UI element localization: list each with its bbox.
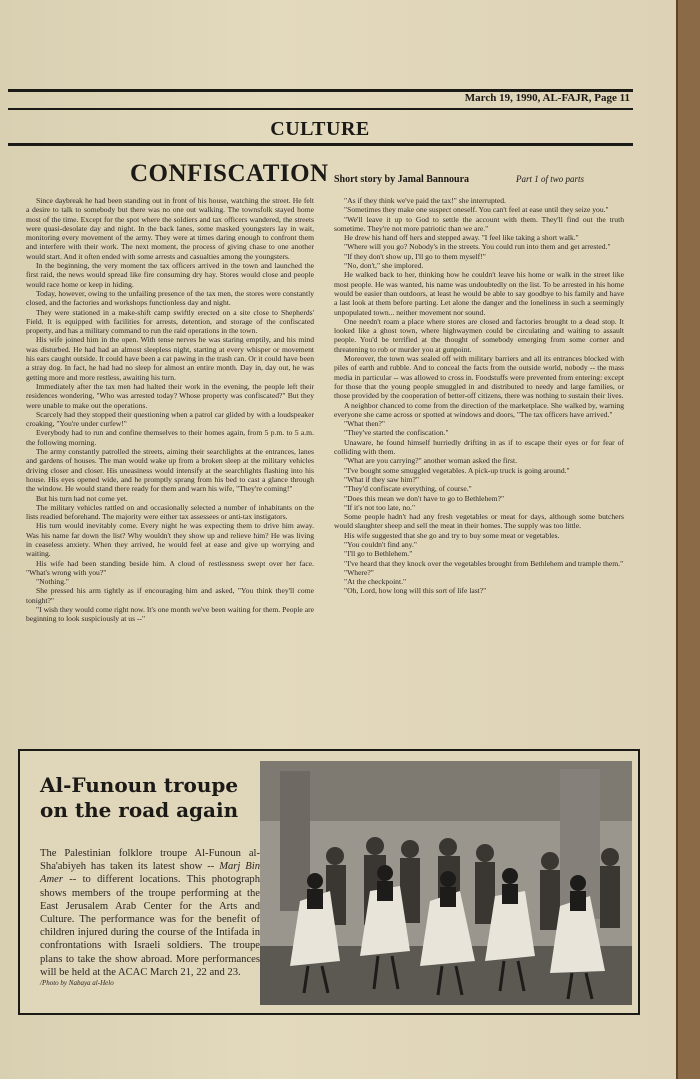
story-paragraph: "Does this mean we don't have to go to Bethlehem?" <box>344 493 505 503</box>
story-paragraph: His turn would inevitably come. Every night he was expecting them to drive him away. Was his name far down the list? Why wouldn't they show up and relieve him? He was living in ceaseless anxiety. When they arrived, he would feel at ease and give up worrying and waiting. <box>26 521 314 559</box>
story-paragraph: Scarcely had they stopped their questioning when a patrol car glided by with a loudspeaker croaking, "You're under curfew!" <box>26 409 314 429</box>
story-paragraph: "If they don't show up, I'll go to them myself!" <box>344 251 486 261</box>
story-column-right <box>334 196 624 596</box>
story-paragraph: She pressed his arm tightly as if encouraging him and asked, "You think they'll come tonight?" <box>26 586 314 605</box>
story-paragraph: He drew his hand off hers and stepped away. "I feel like taking a short walk." <box>344 233 579 243</box>
story-paragraph: The army constantly patrolled the streets, aiming their searchlights at the entrances, lanes and gardens of houses. The man would wake up from a broken sleep at the military vehicles driving closer and closer. His uneasiness would intensify at the searchlights flashing into his house. His eyes opened wide, and he promptly sprang from his bed to cast a glance through the window. He would stand there ready for them and warn his wife, "They're coming!" <box>26 447 314 494</box>
story-paragraph: "They've started the confiscation." <box>344 428 449 438</box>
story-paragraph: Today, however, owing to the unfailing presence of the tax men, the stores were constantly closed, and the factories and workshops functionless day and night. <box>26 288 314 308</box>
story-paragraph: "I've bought some smuggled vegetables. A pick-up truck is going around." <box>344 465 570 475</box>
story-paragraph: "We'll leave it up to God to settle the account with them. They'll find out the truth sometime. They're not more patriotic than we are." <box>334 214 624 233</box>
photo-credit-prefix: /Photo by <box>40 979 68 987</box>
story-paragraph: Immediately after the tax men had halted their work in the evening, the people left their residences wondering, "Who was arrested today? Whose property was confiscated?" But they were unable to make out the operations. <box>26 381 314 410</box>
story-paragraph: A neighbor chanced to come from the direction of the marketplace. She walked by, warning everyone she came across or spotted at windows and doors, "The tax officers have arrived." <box>334 400 624 419</box>
story-paragraph: "What if they saw him?" <box>344 474 419 484</box>
story-paragraph: "What are you carrying?" another woman asked the first. <box>344 456 517 466</box>
feature-title: Al-Funoun troupe on the road again <box>40 773 239 822</box>
story-paragraph: His wife suggested that she go and try to buy some meat or vegetables. <box>344 530 560 540</box>
feature-show-name: Marj Bin Amer <box>40 861 260 886</box>
feature-box <box>18 749 640 1015</box>
story-paragraph: "As if they think we've paid the tax!" she interrupted. <box>344 196 506 205</box>
story-paragraph: His wife had been standing beside him. A cloud of restlessness swept over her face. "What's wrong with you?" <box>26 558 314 577</box>
photo-credit <box>40 979 260 987</box>
story-paragraph: Unaware, he found himself hurriedly drifting in as if to escape their eyes or for fear of colliding with them. <box>334 437 624 457</box>
story-paragraph: "Oh, Lord, how long will this sort of life last?" <box>344 586 487 596</box>
story-paragraph: The military vehicles rattled on and occasionally selected a number of inhabitants on the lists readied beforehand. The majority were either tax assessees or anti-tax instigators. <box>26 502 314 522</box>
feature-caption-before: The Palestinian folklore troupe Al-Funoun al-Sha'abiyeh has taken its latest show -- <box>40 848 260 873</box>
header-rule-bottom <box>8 108 633 110</box>
story-paragraph: His wife joined him in the open. With tense nerves he was staring emptily, and his mind was disturbed. He had had an almost sleepless night, starting at every whisper or movement his ears caught outside. It could have been a cat pawing in the trash can. Or it could have been a stray dog. In fact, he had had no sleep for almost an entire month. Day in, day out, he was getting more and more restless, awaiting his turn. <box>26 335 314 382</box>
story-paragraph: Everybody had to run and confine themselves to their homes again, from 5 p.m. to 5 a.m. the following morning. <box>26 428 314 447</box>
story-paragraph: "Nothing." <box>36 577 69 587</box>
feature-caption-after: -- to different locations. This photograph shows members of the troupe performing at the East Jerusalem Arab Center for the Arts and Culture. The performance was for the benefit of children injured during the course of the Intifada in confrontations with Israeli soldiers. The troupe plans to take the show abroad. More performances will be held at the ACAC March 21, 22 and 23. <box>40 874 260 978</box>
section-title: CULTURE <box>270 118 370 140</box>
story-paragraph: "I've heard that they knock over the vegetables brought from Bethlehem and trample them." <box>344 558 624 568</box>
photographer-name: Nabaya al-Helo <box>68 979 114 987</box>
troupe-photo <box>260 761 632 1005</box>
story-paragraph: But his turn had not come yet. <box>36 493 128 503</box>
story-headline: CONFISCATION <box>130 160 329 187</box>
troupe-photo-image <box>260 761 632 1005</box>
story-paragraph: "At the checkpoint." <box>344 577 407 587</box>
story-paragraph: Since daybreak he had been standing out in front of his house, watching the street. He felt a desire to talk to somebody but there was no one out walking. The townsfolk stayed home most of the time. Except for the spot where the soldiers and tax officers wandered, the streets were quasi-desolate day and night. In the back lanes, some masked youngsters lay in wait, monitoring every movement of the army. They were at times daring enough to confront them and interfere with their work. The next moment, the process of giving chase to one another would start. And it often ended with some arrests and casualties among the youngsters. <box>26 196 314 261</box>
story-part-note: Part 1 of two parts <box>516 174 585 184</box>
story-paragraph: "Where?" <box>344 567 374 577</box>
story-paragraph: Some people hadn't had any fresh vegetables or meat for days, although some butchers would slaughter sheep and sell the meat in their homes. The supply was too little. <box>334 512 624 531</box>
story-paragraph: "I wish they would come right now. It's one month we've been waiting for them. People are beginning to look suspiciously at us --" <box>26 605 314 624</box>
story-paragraph: He walked back to her, thinking how he couldn't leave his home or walk in the street like most people. He was wanted, his name was undoubtedly on the list. To be arrested in his home would be easier than outdoors, at least he would be able to say goodbye to his family and have a last look at them before parting. Let alone the danger and the loneliness in such a seemingly unpopulated town... neither movement nor sound. <box>334 270 624 317</box>
story-paragraph: One needn't roam a place where stores are closed and factories brought to a dead stop. It looked like a ghost town, where highwaymen could be circulating and waiting to assault people. You'd be terrified at the thought of somebody emerging from some corner and threatening to rob or murder you at gunpoint. <box>334 316 624 354</box>
story-paragraph: "If it's not too late, no." <box>344 502 416 512</box>
story-paragraph: "Where will you go? Nobody's in the streets. You could run into them and get arrested." <box>344 242 611 252</box>
story-paragraph: "No, don't," she implored. <box>344 261 424 271</box>
story-column-left <box>26 196 314 624</box>
section-rule <box>8 143 633 146</box>
story-paragraph: They were stationed in a make-shift camp swiftly erected on a site close to Shepherds' Field. It is equipped with facilities for arrests, detention, and storage of the confiscated property, and has a military command to run the raid operations in the town. <box>26 307 314 336</box>
story-byline: Short story by Jamal Bannoura <box>334 174 470 185</box>
feature-caption <box>40 847 260 979</box>
story-paragraph: "They'd confiscate everything, of course." <box>344 484 472 494</box>
story-paragraph: Moreover, the town was sealed off with military barriers and all its entrances blocked with piles of earth and rubble. And to conceal the facts from the outside world, nobody -- the mass media in particular -- was allowed to cross in. Foodstuffs were prevented from entering: except for those that the young people smuggled in and distributed to needy and large families, or those provided by the cooperation of better-off citizens, there was nothing to sustain their lives. <box>334 354 624 401</box>
header-date-line: March 19, 1990, AL-FAJR, Page 11 <box>464 92 630 104</box>
story-paragraph: "I'll go to Bethlehem." <box>344 549 413 559</box>
story-paragraph: "What then?" <box>344 419 385 429</box>
story-paragraph: "Sometimes they make one suspect oneself. You can't feel at ease until they seize you." <box>344 205 609 215</box>
story-paragraph: In the beginning, the very moment the tax officers arrived in the town and launched the first raid, the news would spread like fire consuming dry hay. Stores would close and people would race home or keep in hiding. <box>26 261 314 289</box>
binding-spine <box>676 0 700 1079</box>
story-paragraph: "You couldn't find any." <box>344 539 417 549</box>
